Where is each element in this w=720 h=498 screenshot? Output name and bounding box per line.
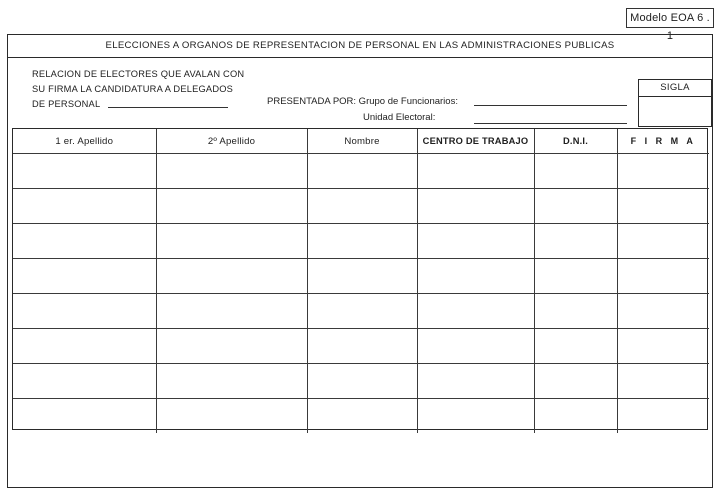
presented-by-label: PRESENTADA POR: Grupo de Funcionarios: (267, 96, 458, 107)
signature-cell[interactable] (617, 364, 709, 399)
relation-line-2: SU FIRMA LA CANDIDATURA A DELEGADOS (32, 84, 234, 94)
dni-cell[interactable] (534, 294, 617, 329)
first-surname-cell[interactable] (13, 294, 156, 329)
second-surname-cell[interactable] (156, 399, 307, 434)
name-cell[interactable] (307, 259, 417, 294)
first-surname-cell[interactable] (13, 224, 156, 259)
header-signature: F I R M A (617, 129, 709, 154)
workplace-cell[interactable] (417, 154, 534, 189)
dni-cell[interactable] (534, 259, 617, 294)
table-row (13, 399, 709, 434)
workplace-cell[interactable] (417, 399, 534, 434)
workplace-cell[interactable] (417, 259, 534, 294)
sigla-field[interactable] (639, 97, 711, 127)
second-surname-cell[interactable] (156, 294, 307, 329)
workplace-cell[interactable] (417, 294, 534, 329)
table-row (13, 294, 709, 329)
header-name: Nombre (307, 129, 417, 154)
signature-cell[interactable] (617, 224, 709, 259)
form-frame (7, 34, 713, 488)
workplace-cell[interactable] (417, 189, 534, 224)
dni-cell[interactable] (534, 154, 617, 189)
second-surname-cell[interactable] (156, 259, 307, 294)
table-row (13, 189, 709, 224)
relation-line-3-container (32, 97, 272, 112)
header-dni: D.N.I. (534, 129, 617, 154)
name-cell[interactable] (307, 154, 417, 189)
signature-cell[interactable] (617, 189, 709, 224)
dni-cell[interactable] (534, 329, 617, 364)
sigla-label: SIGLA (639, 80, 711, 97)
relation-line-1: RELACION DE ELECTORES QUE AVALAN CON (32, 69, 245, 79)
signature-cell[interactable] (617, 294, 709, 329)
form-title: ELECCIONES A ORGANOS DE REPRESENTACION DE PERSONAL EN LAS ADMINISTRACIONES PUBLICAS (8, 35, 712, 58)
first-surname-cell[interactable] (13, 364, 156, 399)
second-surname-cell[interactable] (156, 329, 307, 364)
relation-line-3: DE PERSONAL (32, 99, 100, 109)
name-cell[interactable] (307, 364, 417, 399)
workplace-cell[interactable] (417, 224, 534, 259)
electors-table (13, 129, 709, 433)
unidad-electoral-field[interactable] (474, 123, 627, 124)
signature-cell[interactable] (617, 399, 709, 434)
name-cell[interactable] (307, 224, 417, 259)
grupo-funcionarios-field[interactable] (474, 105, 627, 106)
name-cell[interactable] (307, 294, 417, 329)
table-row (13, 259, 709, 294)
electors-table-wrap (12, 128, 708, 430)
name-cell[interactable] (307, 329, 417, 364)
table-row (13, 224, 709, 259)
workplace-cell[interactable] (417, 364, 534, 399)
table-row (13, 154, 709, 189)
header-workplace: CENTRO DE TRABAJO (417, 129, 534, 154)
unidad-electoral-label: Unidad Electoral: (363, 112, 436, 123)
dni-cell[interactable] (534, 399, 617, 434)
first-surname-cell[interactable] (13, 189, 156, 224)
dni-cell[interactable] (534, 189, 617, 224)
table-body (13, 154, 709, 434)
sigla-box (638, 79, 712, 127)
table-row (13, 329, 709, 364)
second-surname-cell[interactable] (156, 364, 307, 399)
workplace-cell[interactable] (417, 329, 534, 364)
signature-cell[interactable] (617, 259, 709, 294)
dni-cell[interactable] (534, 364, 617, 399)
table-row (13, 364, 709, 399)
first-surname-cell[interactable] (13, 259, 156, 294)
second-surname-cell[interactable] (156, 154, 307, 189)
delegados-field[interactable] (108, 98, 228, 108)
name-cell[interactable] (307, 189, 417, 224)
dni-cell[interactable] (534, 224, 617, 259)
first-surname-cell[interactable] (13, 154, 156, 189)
second-surname-cell[interactable] (156, 224, 307, 259)
first-surname-cell[interactable] (13, 329, 156, 364)
model-label: Modelo EOA 6 . 1 (626, 8, 714, 28)
signature-cell[interactable] (617, 154, 709, 189)
first-surname-cell[interactable] (13, 399, 156, 434)
header-second-surname: 2º Apellido (156, 129, 307, 154)
table-header-row (13, 129, 709, 154)
relation-text-block (32, 67, 272, 112)
name-cell[interactable] (307, 399, 417, 434)
header-first-surname: 1 er. Apellido (13, 129, 156, 154)
second-surname-cell[interactable] (156, 189, 307, 224)
signature-cell[interactable] (617, 329, 709, 364)
